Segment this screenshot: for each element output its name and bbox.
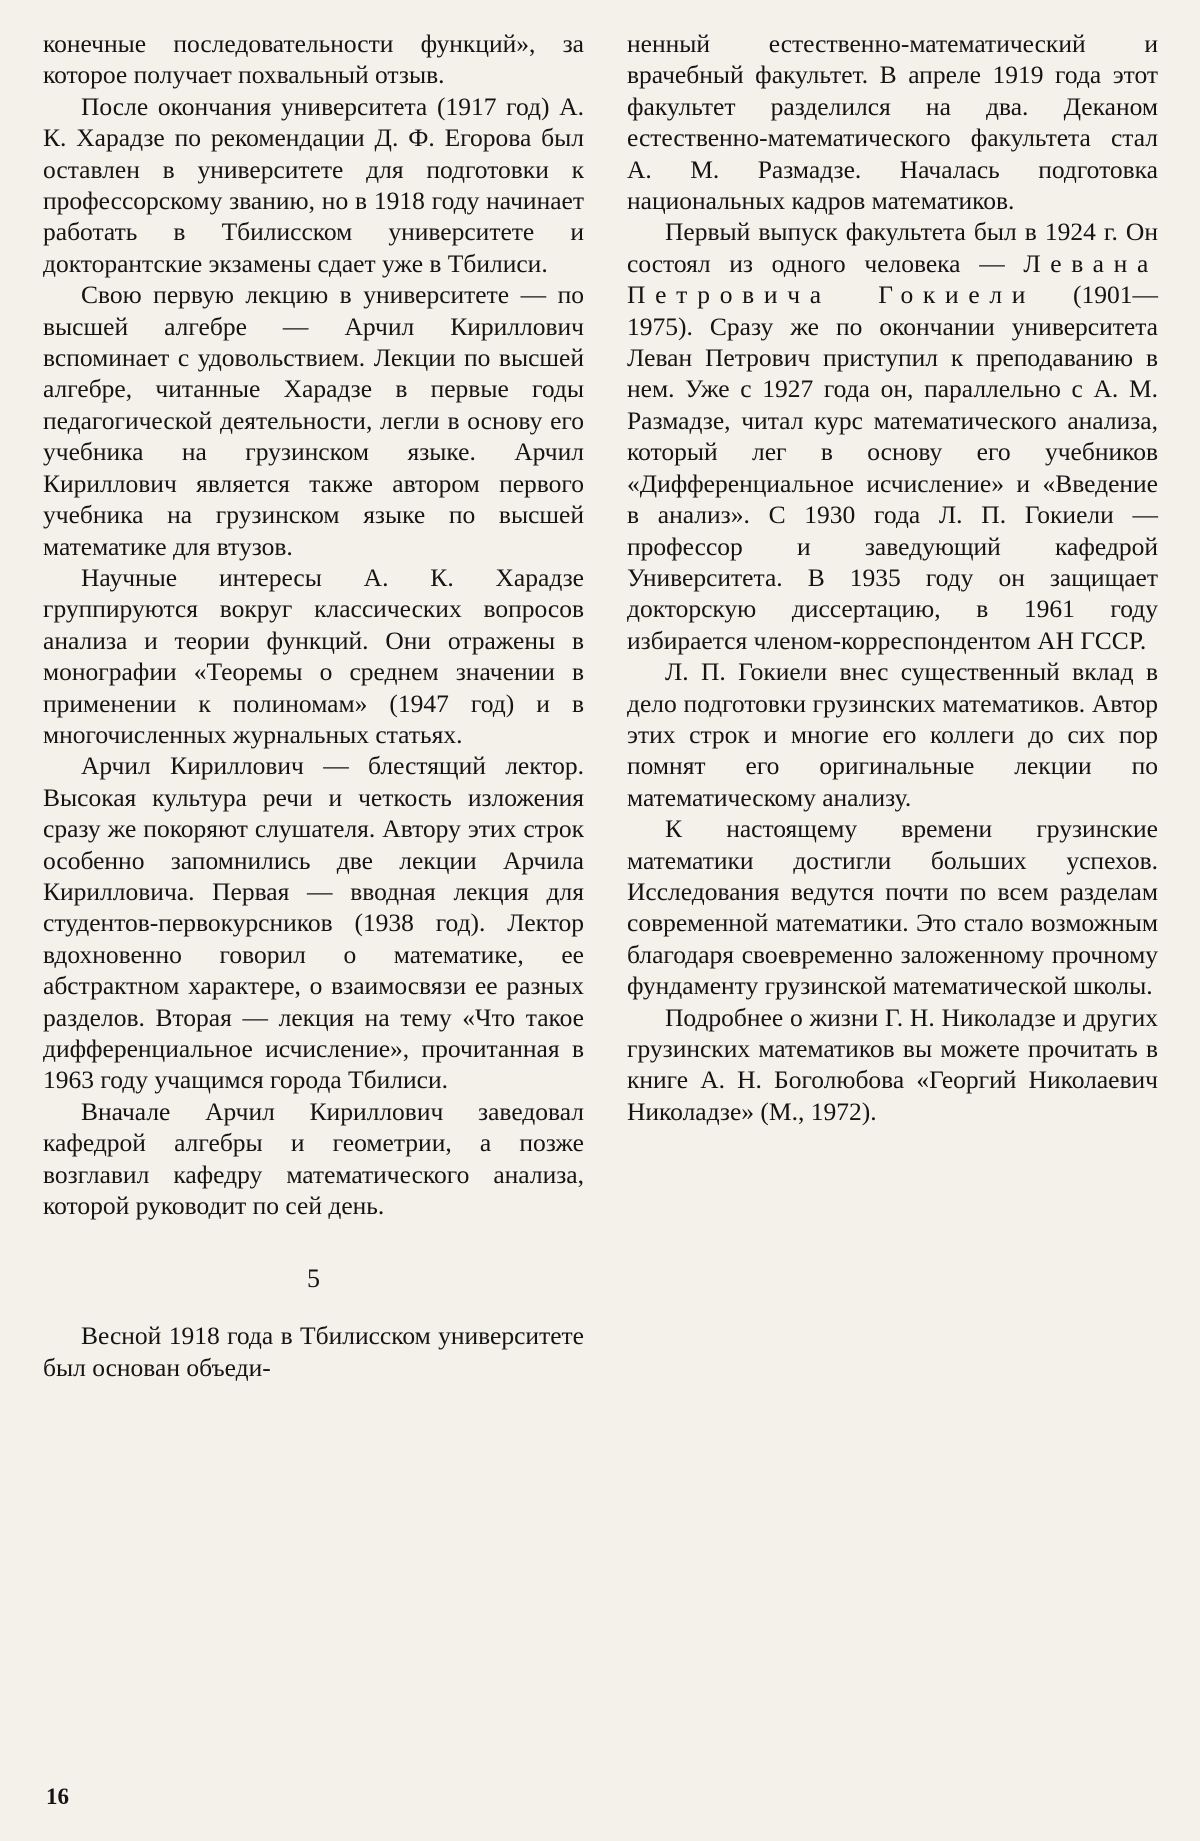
section-number: 5 xyxy=(307,1264,320,1294)
right-paragraph-5: Подробнее о жизни Г. Н. Николадзе и других грузинских математиков вы можете прочитать в книге А. Н. Боголюбова «Георгий Николаевич Николадзе» (М., 1972). xyxy=(627,1002,1158,1126)
left-paragraph-6: Вначале Арчил Кириллович заведовал кафедрой алгебры и геометрии, а позже возглавил кафедру математического анализа, которой руководит по сей день. xyxy=(43,1096,584,1221)
left-paragraph-2: После окончания университета (1917 год) А. К. Харадзе по рекомендации Д. Ф. Егорова был оставлен в университете для подготовки к профессорскому званию, но в 1918 году начинает работать в Тбилисском университете и докторантские экзамены сдает уже в Тбилиси. xyxy=(43,91,584,278)
left-paragraph-3: Свою первую лекцию в университете — по высшей алгебре — Арчил Кириллович вспоминает с удовольствием. Лекции по высшей алгебре, читанные Харадзе в первые годы педагогической деятельности, легли в основу его учебника на грузинском языке. Арчил Кириллович является также автором первого учебника на грузинском языке по высшей математике для втузов. xyxy=(43,280,584,561)
page-number: 16 xyxy=(46,1784,69,1809)
left-paragraph-5: Арчил Кириллович — блестящий лектор. Высокая культура речи и четкость изложения сразу же покоряют слушателя. Автору этих строк особенно запомнились две лекции Арчила Кирилловича. Первая — вводная лекция для студентов-первокурсников (1938 год). Лектор вдохновенно говорил о математике, ее абстрактном характере, о взаимосвязи ее разных разделов. Вторая — лекция на тему «Что такое дифференциальное исчисление», прочитанная в 1963 году учащимся города Тбилиси. xyxy=(43,751,584,1095)
left-paragraph-7: Весной 1918 года в Тбилисском университете был основан объеди- xyxy=(43,1321,584,1382)
right-paragraph-4: К настоящему времени грузинские математики достигли больших успехов. Исследования ведутся почти по всем разделам современной математики. Это стало возможным благодаря своевременно заложенному прочному фундаменту грузинской математической школы. xyxy=(627,814,1158,1001)
right-paragraph-2-intro: Первый выпуск факультета был в 1924 г. Он состоял из одного человека — xyxy=(627,217,1158,278)
spaced-person-name: Левана Петровича Гокиели xyxy=(627,248,1158,310)
right-paragraph-2-rest: (1901—1975). Сразу же по окончании университета Леван Петрович приступил к преподаванию в нем. Уже с 1927 года он, параллельно с А. М. Размадзе, читал курс математического анализа, который лег в основу его учебников «Дифференциальное исчисление» и «Введение в анализ». С 1930 года Л. П. Гокиели — профессор и заведующий кафедрой Университета. В 1935 году он защищает докторскую диссертацию, в 1961 году избирается членом-корреспондентом АН ГССР. xyxy=(627,280,1158,655)
left-paragraph-1: конечные последовательности функций», за которое получает похвальный отзыв. xyxy=(43,29,584,90)
right-paragraph-1: ненный естественно-математический и врачебный факультет. В апреле 1919 года этот факультет разделился на два. Деканом естественно-математического факультета стал А. М. Размадзе. Началась подготовка национальных кадров математиков. xyxy=(627,29,1158,216)
left-column xyxy=(43,28,584,1383)
right-paragraph-3: Л. П. Гокиели внес существенный вклад в дело подготовки грузинских математиков. Автор этих строк и многие его коллеги до сих пор помнят его оригинальные лекции по математическому анализу. xyxy=(627,657,1158,812)
right-column xyxy=(627,28,1158,1127)
right-paragraph-2 xyxy=(627,216,1158,656)
left-paragraph-4: Научные интересы А. К. Харадзе группируются вокруг классических вопросов анализа и теории функций. Они отражены в монографии «Теоремы о среднем значении в применении к полиномам» (1947 год) и в многочисленных журнальных статьях. xyxy=(43,562,584,749)
